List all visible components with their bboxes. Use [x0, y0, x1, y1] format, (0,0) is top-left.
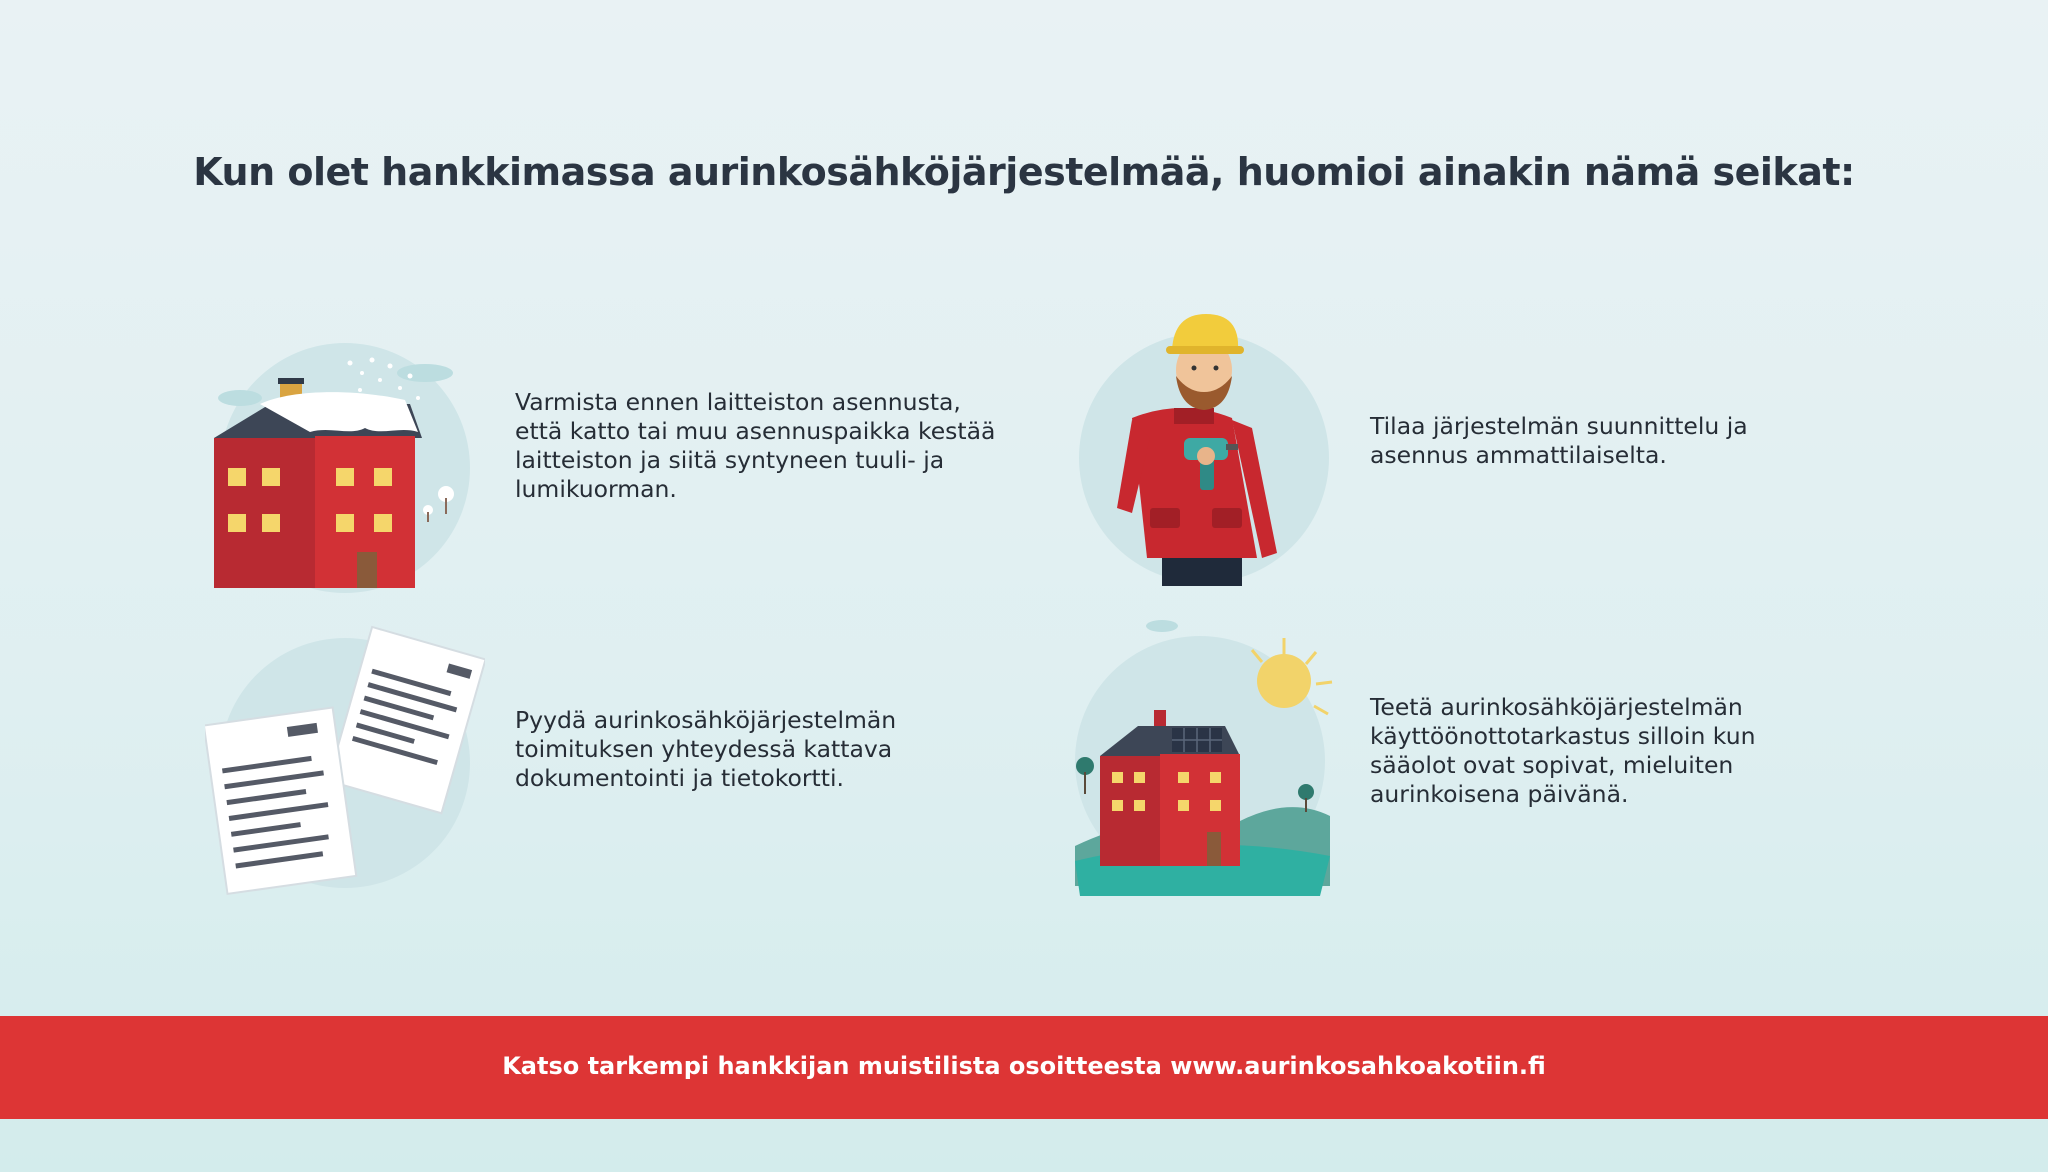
tip-line: Tilaa järjestelmän suunnittelu ja — [1370, 412, 1748, 440]
tip-line: lumikuorman. — [515, 475, 677, 503]
footer-link-text[interactable]: Katso tarkempi hankkijan muistilista osoitteesta www.aurinkosahkoakotiin.fi — [502, 1052, 1546, 1080]
footer-banner — [0, 1016, 2048, 1119]
page-title: Kun olet hankkimassa aurinkosähköjärjestelmää, huomioi ainakin nämä seikat: — [193, 150, 1855, 194]
tip-line: käyttöönottotarkastus silloin kun — [1370, 722, 1756, 750]
tip-commissioning-inspection — [1370, 693, 1870, 809]
installer-worker-icon — [1062, 308, 1342, 588]
tip-roof-load — [515, 388, 1015, 504]
documents-icon — [205, 620, 485, 900]
tip-line: että katto tai muu asennuspaikka kestää — [515, 417, 996, 445]
tip-line: toimituksen yhteydessä kattava — [515, 735, 893, 763]
snowy-house-icon — [200, 318, 480, 598]
tip-line: sääolot ovat sopivat, mieluiten — [1370, 751, 1734, 779]
tip-line: Pyydä aurinkosähköjärjestelmän — [515, 706, 897, 734]
tip-documentation — [515, 706, 1015, 793]
tip-line: dokumentointi ja tietokortti. — [515, 764, 844, 792]
tip-line: laitteiston ja siitä syntyneen tuuli- ja — [515, 446, 945, 474]
sunny-house-icon — [1060, 616, 1340, 896]
tip-line: aurinkoisena päivänä. — [1370, 780, 1629, 808]
tip-professional-install — [1370, 412, 1870, 470]
tip-line: Varmista ennen laitteiston asennusta, — [515, 388, 961, 416]
tip-line: Teetä aurinkosähköjärjestelmän — [1370, 693, 1743, 721]
tip-line: asennus ammattilaiselta. — [1370, 441, 1667, 469]
